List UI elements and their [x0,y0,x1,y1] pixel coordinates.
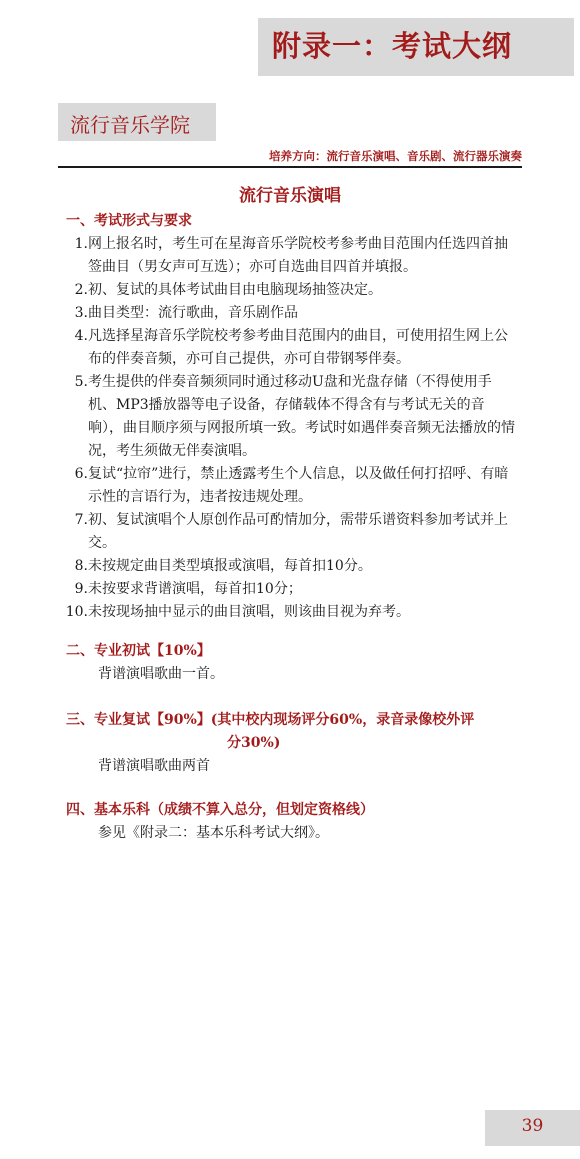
page-number: 39 [521,1116,544,1136]
list-item-number: 3. [74,305,88,321]
divider-line [58,166,522,168]
list-item-number: 7. [74,512,88,528]
college-name: 流行音乐学院 [70,113,190,137]
list-item-text: 未按要求背谱演唱，每首扣10分； [88,581,302,597]
list-item [60,371,520,463]
list-item-text: 考生提供的伴奏音频须同时通过移动U盘和光盘存储（不得使用手机、MP3播放器等电子设备，存储载体不得含有与考试无关的音响），曲目顺序须与网报所填一致。考试时如遇伴奏音频无法播放的情况，考生须做无伴奏演唱。 [88,374,515,459]
list-item [60,463,520,509]
list-item-text: 凡选择星海音乐学院校考参考曲目范围内的曲目，可使用招生网上公布的伴奏音频，亦可自己提供，亦可自带钢琴伴奏。 [88,328,508,367]
list-item-text: 初、复试的具体考试曲目由电脑现场抽签决定。 [88,282,382,298]
list-item-number: 1. [74,236,88,252]
list-item-number: 4. [74,328,88,344]
list-item-number: 2. [74,282,88,298]
section-heading-3-cont: 分30%) [227,735,281,751]
list-item-text: 初、复试演唱个人原创作品可酌情加分，需带乐谱资料参加考试并上交。 [88,512,508,551]
section-body-4: 参见《附录二：基本乐科考试大纲》。 [98,825,329,841]
list-item-text: 未按现场抽中显示的曲目演唱，则该曲目视为弃考。 [88,604,410,620]
list-item-text: 复试“拉帘”进行，禁止透露考生个人信息，以及做任何打招呼、有暗示性的言语行为，违者按违规处理。 [88,466,509,505]
section-title: 流行音乐演唱 [239,186,341,206]
section-body-2: 背谱演唱歌曲一首。 [98,666,224,682]
list-item-text: 未按规定曲目类型填报或演唱，每首扣10分。 [88,558,372,574]
list-item-number: 10. [65,604,88,620]
training-direction: 培养方向：流行音乐演唱、音乐剧、流行器乐演奏 [269,149,522,163]
list-item [60,279,520,302]
list-item-number: 9. [74,581,88,597]
list-item [60,509,520,555]
section-heading-3: 三、专业复试【90%】(其中校内现场评分60%，录音录像校外评 [66,712,475,728]
list-item [60,325,520,371]
list-item [60,578,520,601]
section-heading-4: 四、基本乐科（成绩不算入总分，但划定资格线） [66,802,374,818]
list-item-text: 网上报名时，考生可在星海音乐学院校考参考曲目范围内任选四首抽签曲目（男女声可互选）；亦可自选曲目四首并填报。 [88,236,508,275]
list-item-number: 6. [74,466,88,482]
appendix-title: 附录一：考试大纲 [272,29,513,63]
list-item-text: 曲目类型：流行歌曲，音乐剧作品 [88,305,298,321]
list-item-number: 5. [74,374,88,390]
list-item [60,233,520,279]
list-item-number: 8. [74,558,88,574]
section-heading-2: 二、专业初试【10%】 [66,643,211,659]
section-body-3: 背谱演唱歌曲两首 [98,758,210,774]
list-item [60,555,520,578]
section-heading-1: 一、考试形式与要求 [66,213,192,229]
list-item [60,601,520,624]
list-item [60,302,520,325]
